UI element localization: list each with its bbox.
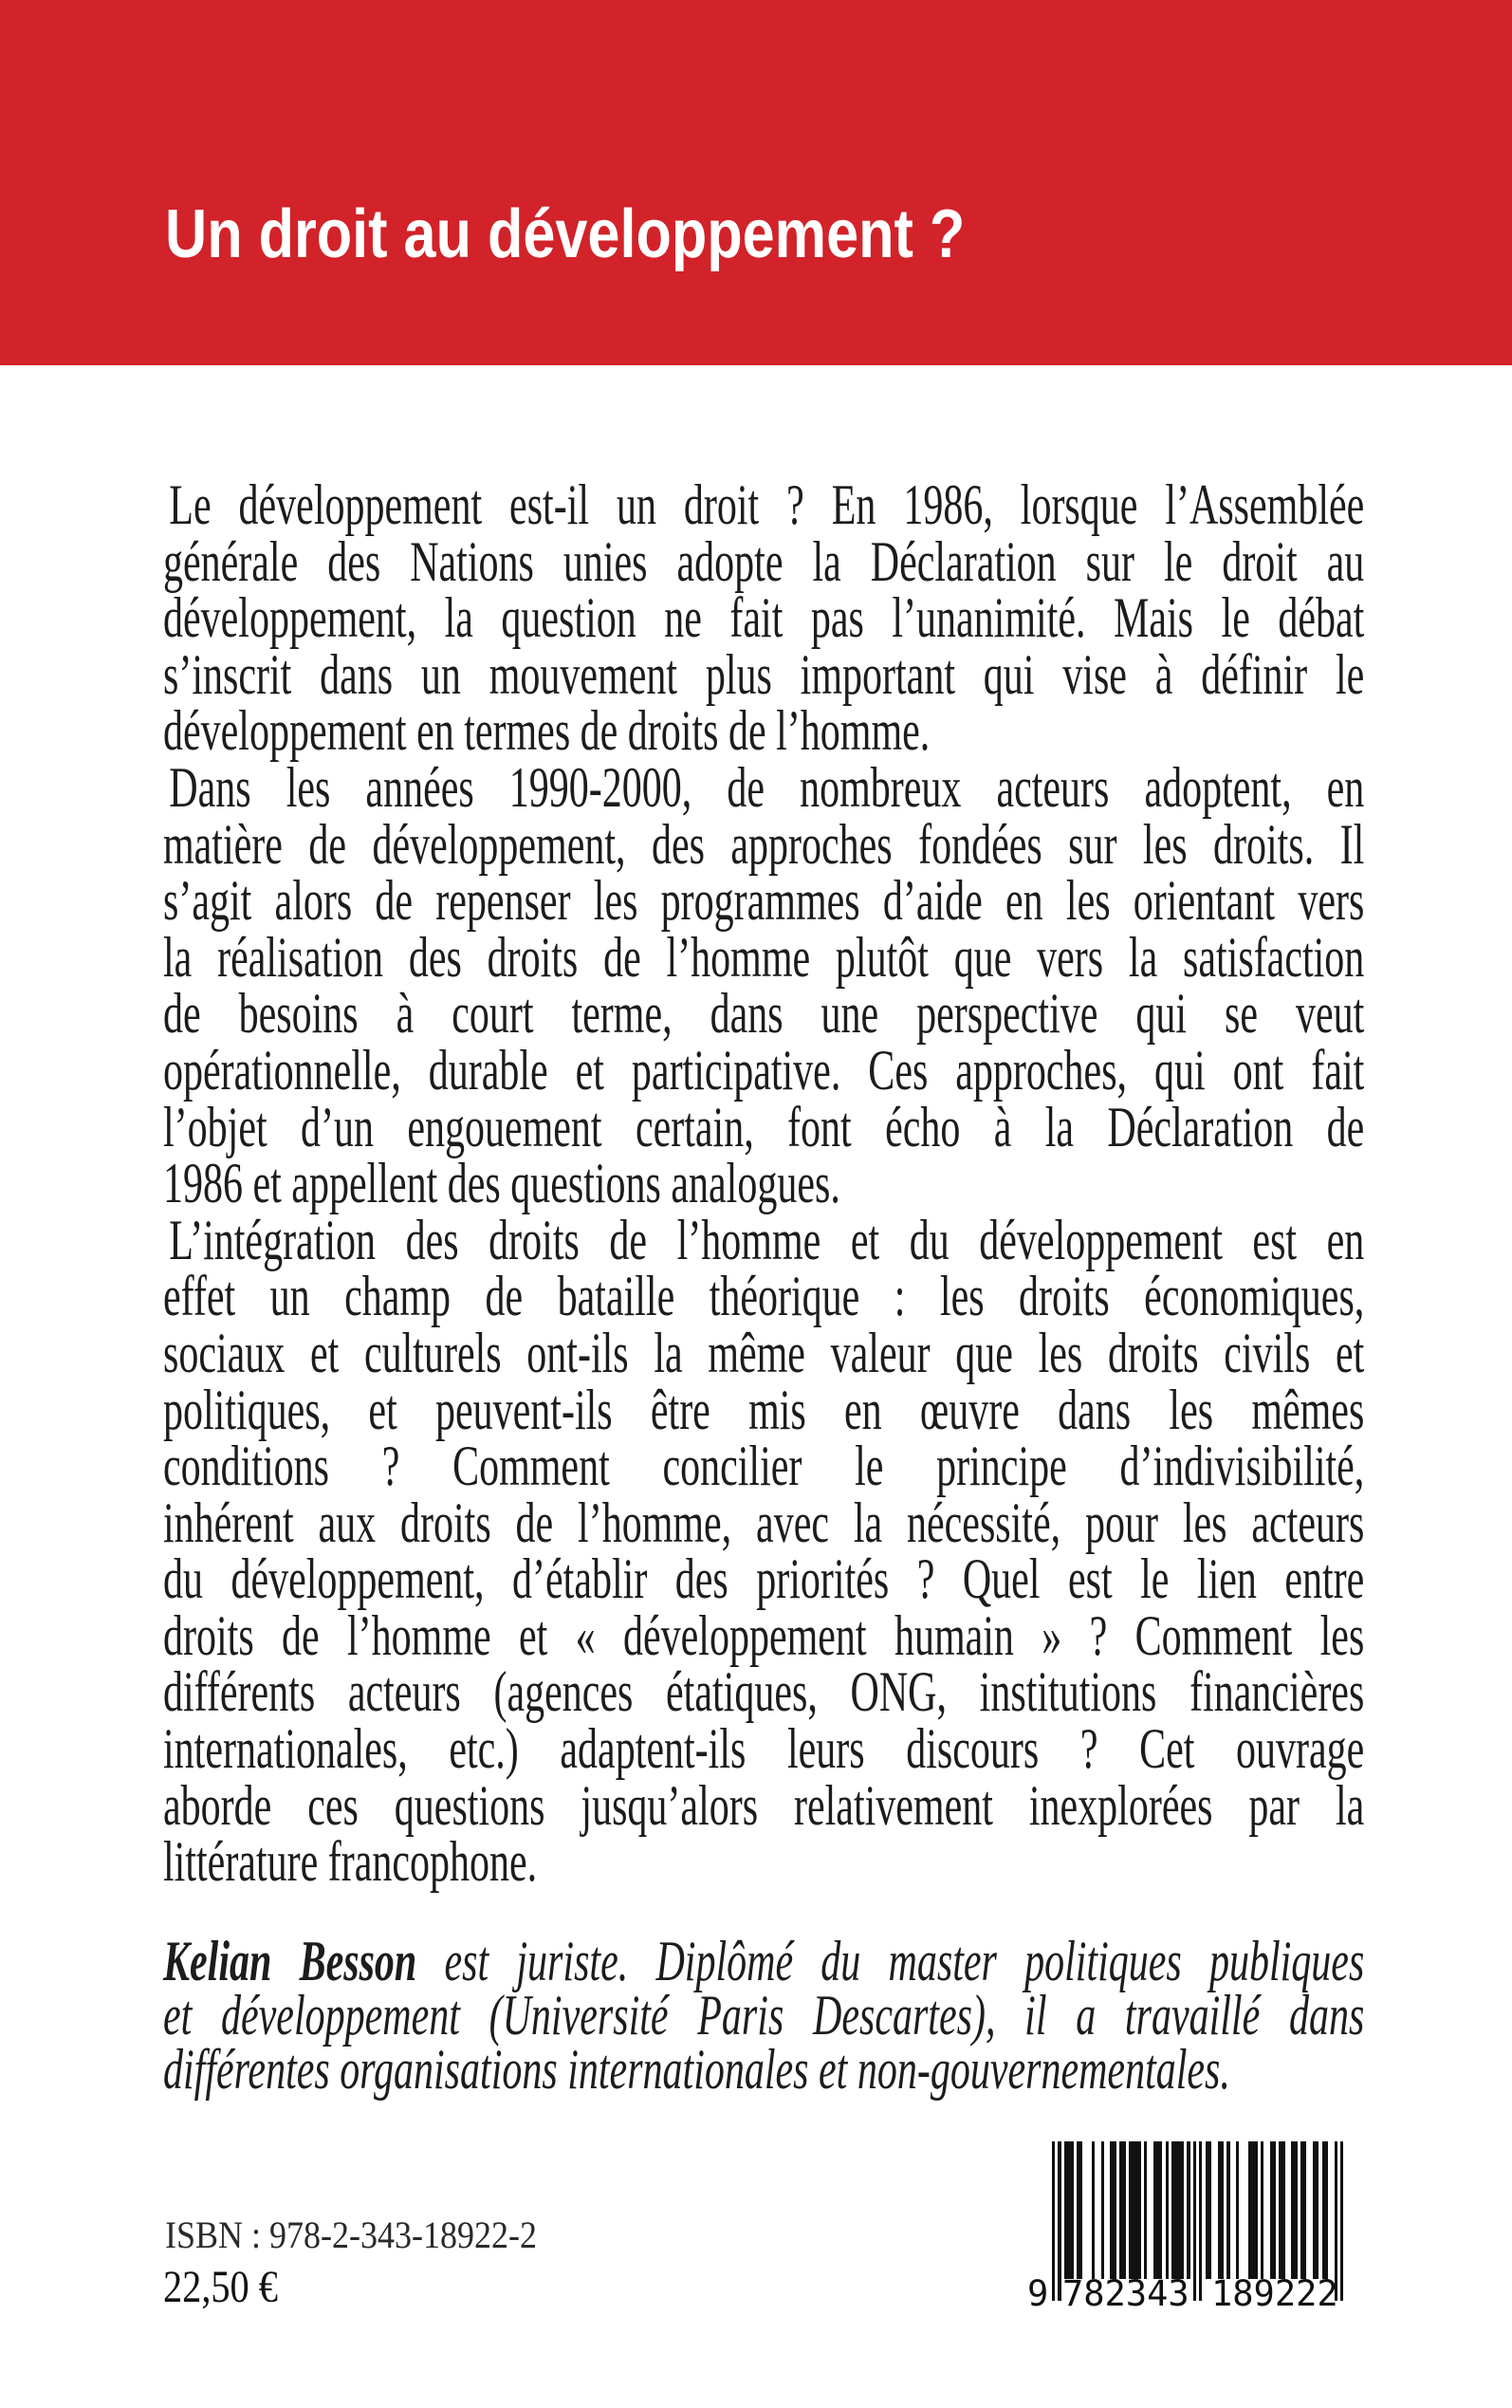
text-line: aborde ces questions jusqu’alors relativement inexplorées par la	[163, 1773, 1365, 1837]
barcode-digits-left: 782343	[1062, 2273, 1189, 2314]
text-line: s’inscrit dans un mouvement plus important qui vise à définir le	[163, 642, 1365, 706]
text-line: effet un champ de bataille théorique : les droits économiques,	[163, 1265, 1365, 1328]
text-line: différentes organisations internationales et non-gouvernementales.	[163, 2037, 1230, 2101]
price-text: 22,50 €	[163, 2262, 278, 2312]
text-line	[163, 1929, 1365, 1992]
ean13-barcode	[1027, 2141, 1355, 2317]
text-line: la réalisation des droits de l’homme plutôt que vers la satisfaction	[163, 925, 1365, 989]
isbn-text: ISBN : 978-2-343-18922-2	[165, 2214, 537, 2256]
paragraph-1	[163, 473, 1365, 763]
text-line: opérationnelle, durable et participative. Ces approches, qui ont fait	[163, 1038, 1365, 1102]
text-line: L’intégration des droits de l’homme et du développement est en	[169, 1208, 1365, 1271]
author-bio	[163, 1929, 1365, 2101]
text-line: générale des Nations unies adopte la Déclaration sur le droit au	[163, 529, 1365, 593]
text-line: droits de l’homme et « développement humain » ? Comment les	[163, 1603, 1365, 1667]
text-line: inhérent aux droits de l’homme, avec la nécessité, pour les acteurs	[163, 1491, 1365, 1554]
bio-line1-rest: est juriste. Diplômé du master politiques publiques	[416, 1929, 1365, 1992]
text-line: l’objet d’un engouement certain, font écho à la Déclaration de	[163, 1095, 1365, 1158]
text-line: conditions ? Comment concilier le principe d’indivisibilité,	[163, 1435, 1365, 1498]
barcode-digit-system: 9	[1027, 2273, 1049, 2314]
barcode-digits-right: 189222	[1211, 2273, 1338, 2314]
text-line: du développement, d’établir des priorités ? Quel est le lien entre	[163, 1547, 1365, 1611]
book-title: Un droit au développement ?	[165, 196, 966, 272]
paragraph-3	[163, 1208, 1365, 1894]
text-line: littérature francophone.	[163, 1830, 538, 1894]
text-line: internationales, etc.) adaptent-ils leurs discours ? Cet ouvrage	[163, 1717, 1365, 1781]
text-line: matière de développement, des approches fondées sur les droits. Il	[163, 812, 1365, 876]
paragraph-2	[163, 755, 1365, 1215]
text-line: de besoins à court terme, dans une perspective qui se veut	[163, 982, 1365, 1046]
text-line: et développement (Université Paris Descartes), il a travaillé dans	[163, 1983, 1365, 2047]
text-line: sociaux et culturels ont-ils la même valeur que les droits civils et	[163, 1321, 1365, 1384]
back-cover-text	[163, 473, 1365, 2101]
text-line: développement en termes de droits de l’homme.	[163, 699, 931, 763]
title-band	[0, 0, 1512, 365]
text-line: différents acteurs (agences étatiques, ONG, institutions financières	[163, 1660, 1365, 1724]
text-line: Dans les années 1990-2000, de nombreux acteurs adoptent, en	[169, 755, 1365, 819]
text-line: développement, la question ne fait pas l’unanimité. Mais le débat	[163, 586, 1365, 650]
text-line: politiques, et peuvent-ils être mis en œuvre dans les mêmes	[163, 1378, 1365, 1441]
text-line: s’agit alors de repenser les programmes d’aide en les orientant vers	[163, 869, 1365, 933]
author-name: Kelian Besson	[163, 1929, 417, 1992]
text-line: 1986 et appellent des questions analogues.	[163, 1152, 840, 1215]
text-line: Le développement est-il un droit ? En 1986, lorsque l’Assemblée	[169, 473, 1365, 536]
